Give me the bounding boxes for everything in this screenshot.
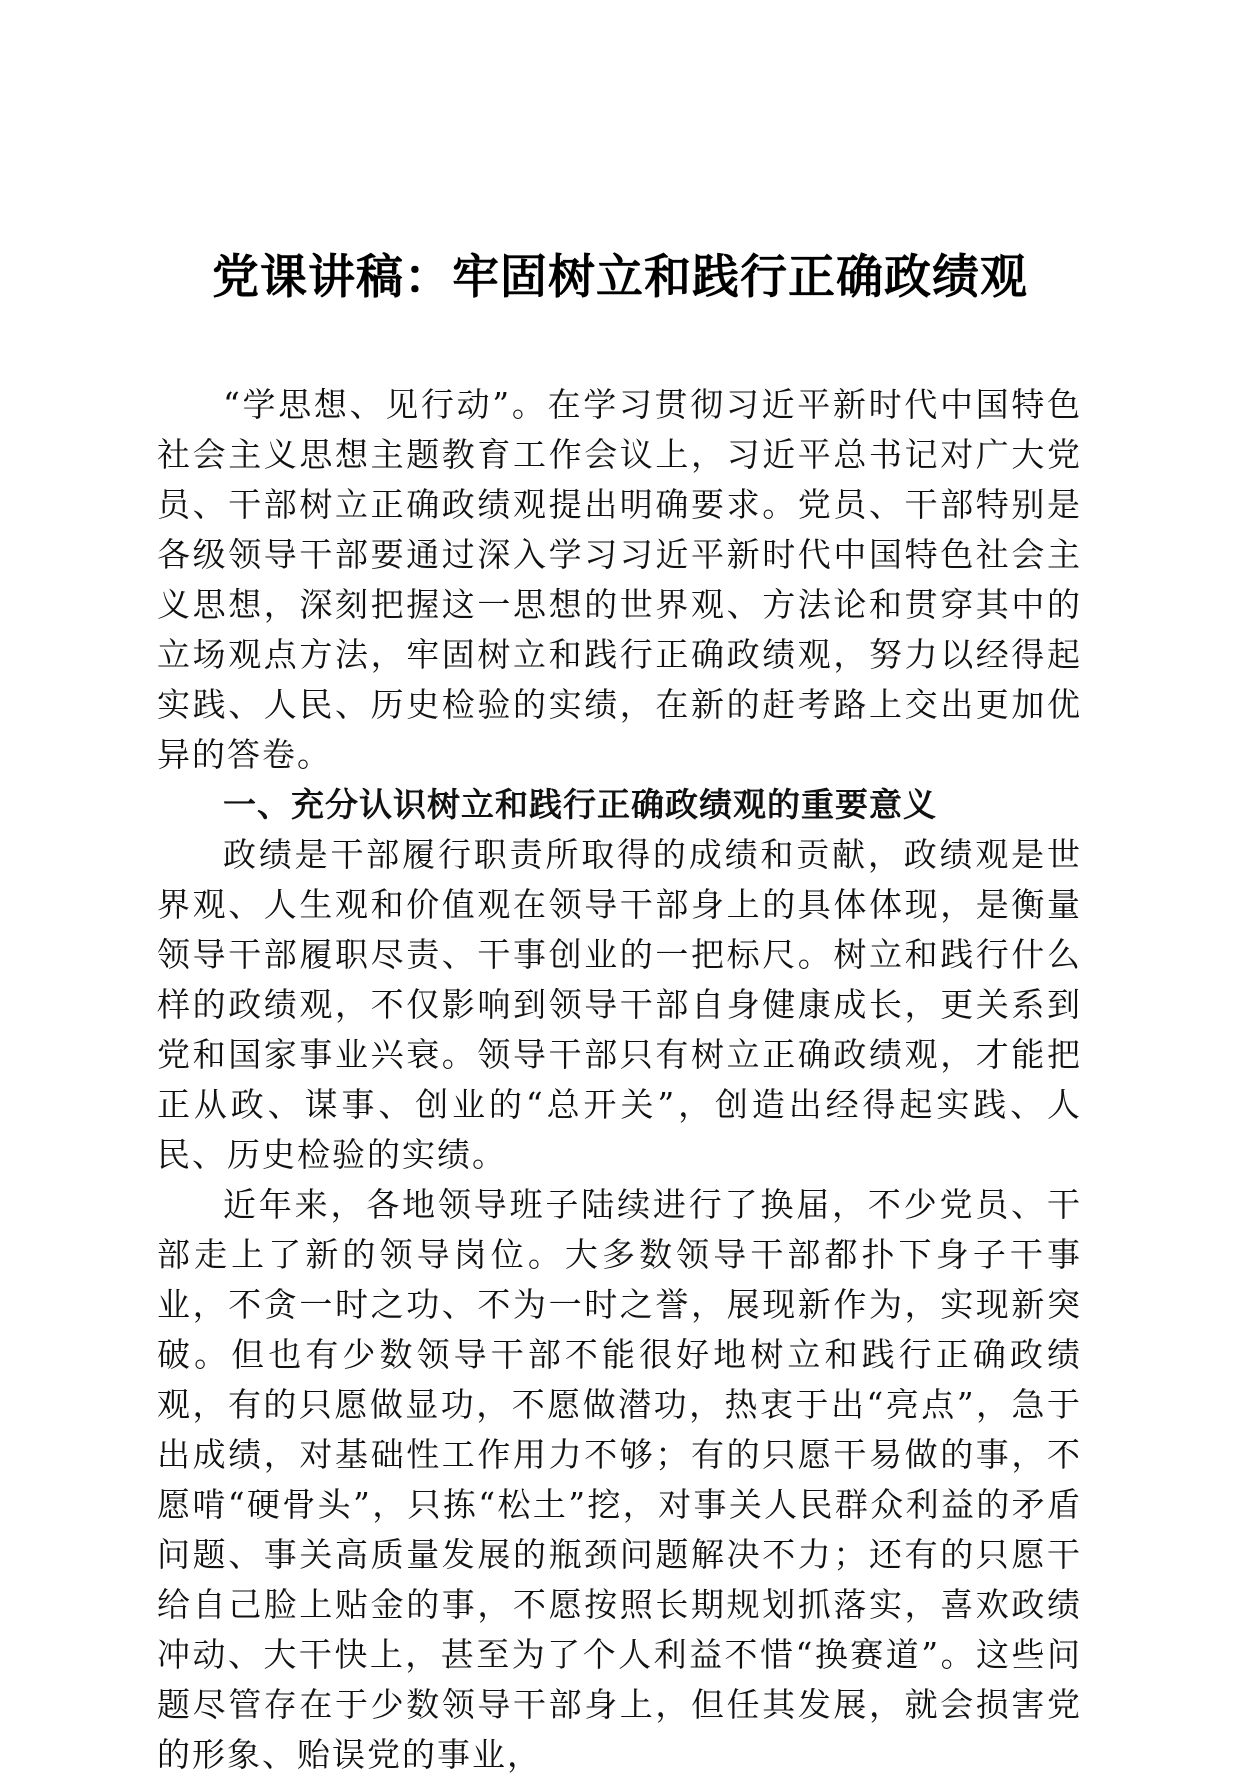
- document-title: 党课讲稿：牢固树立和践行正确政绩观: [212, 250, 1028, 305]
- body-paragraph-1: 政绩是干部履行职责所取得的成绩和贡献，政绩观是世界观、人生观和价值观在领导干部身上的具体体现，是衡量领导干部履职尽责、干事创业的一把标尺。树立和践行什么样的政绩观，不仅影响到领导干部自身健康成长，更关系到党和国家事业兴衰。领导干部只有树立正确政绩观，才能把正从政、谋事、创业的“总开关”，创造出经得起实践、人民、历史检验的实绩。: [157, 835, 1082, 1174]
- body-paragraph-2: 近年来，各地领导班子陆续进行了换届，不少党员、干部走上了新的领导岗位。大多数领导干部都扑下身子干事业，不贪一时之功、不为一时之誉，展现新作为，实现新突破。但也有少数领导干部不能很好地树立和践行正确政绩观，有的只愿做显功，不愿做潜功，热衷于出“亮点”，急于出成绩，对基础性工作用力不够；有的只愿干易做的事，不愿啃“硬骨头”，只拣“松土”挖，对事关人民群众利益的矛盾问题、事关高质量发展的瓶颈问题解决不力；还有的只愿干给自己脸上贴金的事，不愿按照长期规划抓落实，喜欢政绩冲动、大干快上，甚至为了个人利益不惜“换赛道”。这些问题尽管存在于少数领导干部身上，但任其发展，就会损害党的形象、贻误党的事业，: [157, 1185, 1082, 1774]
- section-heading-1: 一、充分认识树立和践行正确政绩观的重要意义: [223, 785, 937, 824]
- intro-paragraph: “学思想、见行动”。在学习贯彻习近平新时代中国特色社会主义思想主题教育工作会议上，习近平总书记对广大党员、干部树立正确政绩观提出明确要求。党员、干部特别是各级领导干部要通过深入学习习近平新时代中国特色社会主义思想，深刻把握这一思想的世界观、方法论和贯穿其中的立场观点方法，牢固树立和践行正确政绩观，努力以经得起实践、人民、历史检验的实绩，在新的赶考路上交出更加优异的答卷。: [157, 385, 1082, 774]
- document-body: [157, 380, 1082, 1780]
